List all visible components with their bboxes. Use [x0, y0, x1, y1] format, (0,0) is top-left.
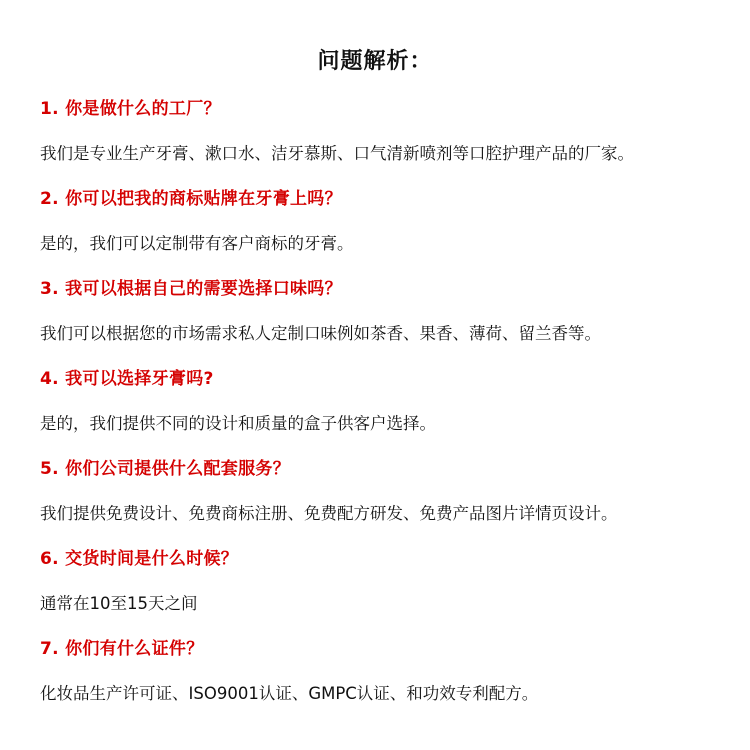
faq-item	[40, 538, 720, 628]
faq-question: 5. 你们公司提供什么配套服务？	[40, 459, 291, 479]
faq-answer: 我们提供免费设计、免费商标注册、免费配方研发、免费产品图片详情页设计。	[40, 504, 618, 523]
faq-answer: 通常在10至15天之间	[40, 594, 198, 613]
faq-item	[40, 268, 720, 358]
faq-item	[40, 358, 720, 448]
faq-answer: 是的，我们可以定制带有客户商标的牙膏。	[40, 234, 354, 253]
faq-answer: 化妆品生产许可证、ISO9001认证、GMPC认证、和功效专利配方。	[40, 684, 539, 703]
faq-question: 1. 你是做什么的工厂？	[40, 99, 221, 119]
faq-question: 4. 我可以选择牙膏吗?	[40, 369, 214, 389]
faq-answer: 是的，我们提供不同的设计和质量的盒子供客户选择。	[40, 414, 436, 433]
faq-item	[40, 88, 720, 178]
faq-question: 7. 你们有什么证件？	[40, 639, 204, 659]
faq-answer: 我们可以根据您的市场需求私人定制口味例如茶香、果香、薄荷、留兰香等。	[40, 324, 601, 343]
faq-item	[40, 628, 720, 718]
faq-item	[40, 448, 720, 538]
faq-item	[40, 178, 720, 268]
faq-question: 6. 交货时间是什么时候？	[40, 549, 239, 569]
page-title: 问题解析：	[317, 49, 433, 74]
faq-question: 3. 我可以根据自己的需要选择口味吗？	[40, 279, 342, 299]
faq-list	[40, 88, 720, 718]
faq-answer: 我们是专业生产牙膏、漱口水、洁牙慕斯、口气清新喷剂等口腔护理产品的厂家。	[40, 144, 634, 163]
faq-question: 2. 你可以把我的商标贴牌在牙膏上吗？	[40, 189, 342, 209]
